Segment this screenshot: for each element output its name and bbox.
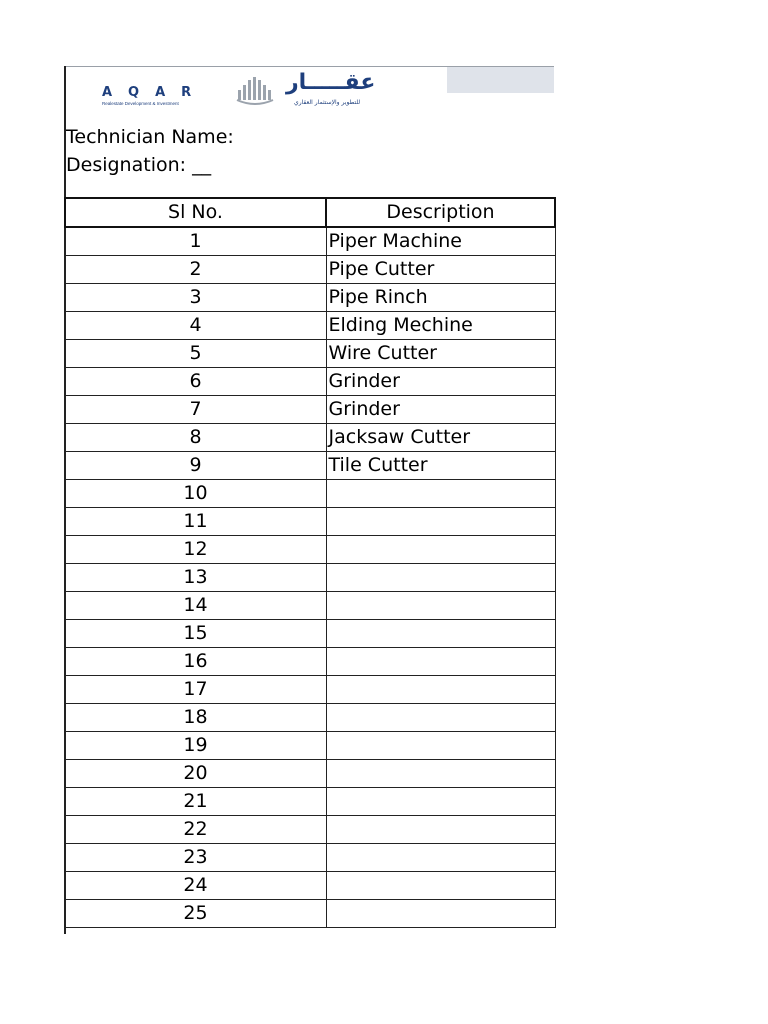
row-number: 25 — [65, 900, 326, 928]
row-number: 3 — [65, 284, 326, 312]
row-description[interactable] — [326, 676, 555, 704]
row-number: 11 — [65, 508, 326, 536]
row-number: 18 — [65, 704, 326, 732]
row-number: 5 — [65, 340, 326, 368]
table-row — [65, 620, 555, 648]
row-description[interactable]: Piper Machine — [326, 227, 555, 256]
table-row — [65, 480, 555, 508]
designation-label: Designation: __ — [66, 154, 212, 176]
row-description[interactable]: Wire Cutter — [326, 340, 555, 368]
tools-table — [64, 197, 556, 928]
row-number: 23 — [65, 844, 326, 872]
table-row — [65, 900, 555, 928]
row-description[interactable] — [326, 872, 555, 900]
row-number: 2 — [65, 256, 326, 284]
header-description: Description — [326, 198, 555, 227]
table-row — [65, 732, 555, 760]
row-number: 7 — [65, 396, 326, 424]
table-row — [65, 284, 555, 312]
row-number: 17 — [65, 676, 326, 704]
table-row — [65, 536, 555, 564]
row-description[interactable]: Pipe Rinch — [326, 284, 555, 312]
row-description[interactable]: Tile Cutter — [326, 452, 555, 480]
row-description[interactable] — [326, 704, 555, 732]
table-row — [65, 508, 555, 536]
table-row — [65, 396, 555, 424]
row-number: 21 — [65, 788, 326, 816]
company-logo — [72, 68, 444, 116]
row-description[interactable] — [326, 788, 555, 816]
row-number: 1 — [65, 227, 326, 256]
table-row — [65, 424, 555, 452]
table-row — [65, 648, 555, 676]
row-description[interactable] — [326, 480, 555, 508]
table-row — [65, 676, 555, 704]
row-description[interactable]: Jacksaw Cutter — [326, 424, 555, 452]
logo-tagline: Realestate Development & Investment — [102, 101, 179, 106]
technician-name-label: Technician Name: — [66, 126, 234, 148]
row-description[interactable]: Grinder — [326, 368, 555, 396]
row-description[interactable] — [326, 536, 555, 564]
row-description[interactable] — [326, 648, 555, 676]
table-header-row — [65, 198, 555, 227]
table-row — [65, 788, 555, 816]
row-number: 10 — [65, 480, 326, 508]
row-number: 22 — [65, 816, 326, 844]
row-description[interactable]: Pipe Cutter — [326, 256, 555, 284]
logo-latin-text: AQAR — [102, 85, 208, 100]
table-row — [65, 592, 555, 620]
table-row — [65, 256, 555, 284]
row-number: 14 — [65, 592, 326, 620]
row-number: 12 — [65, 536, 326, 564]
logo-arabic-subtitle: للتطوير والإستثمار العقاري — [294, 99, 361, 106]
row-description[interactable] — [326, 900, 555, 928]
table-row — [65, 340, 555, 368]
row-description[interactable] — [326, 620, 555, 648]
row-number: 15 — [65, 620, 326, 648]
row-description[interactable] — [326, 732, 555, 760]
row-description[interactable]: Grinder — [326, 396, 555, 424]
table-row — [65, 312, 555, 340]
table-row — [65, 816, 555, 844]
row-number: 20 — [65, 760, 326, 788]
row-number: 6 — [65, 368, 326, 396]
row-number: 13 — [65, 564, 326, 592]
row-number: 8 — [65, 424, 326, 452]
building-icon — [236, 76, 276, 106]
row-description[interactable] — [326, 844, 555, 872]
table-row — [65, 704, 555, 732]
table-row — [65, 760, 555, 788]
logo-arabic-text: عقـــــار — [286, 70, 376, 95]
table-row — [65, 227, 555, 256]
table-row — [65, 368, 555, 396]
row-number: 24 — [65, 872, 326, 900]
row-description[interactable] — [326, 816, 555, 844]
row-description[interactable]: Elding Mechine — [326, 312, 555, 340]
header-shaded-cell — [447, 67, 554, 93]
header-sl-no: Sl No. — [65, 198, 326, 227]
row-number: 16 — [65, 648, 326, 676]
table-row — [65, 872, 555, 900]
row-description[interactable] — [326, 760, 555, 788]
row-description[interactable] — [326, 564, 555, 592]
row-number: 19 — [65, 732, 326, 760]
row-number: 4 — [65, 312, 326, 340]
row-number: 9 — [65, 452, 326, 480]
row-description[interactable] — [326, 508, 555, 536]
table-row — [65, 452, 555, 480]
row-description[interactable] — [326, 592, 555, 620]
table-row — [65, 564, 555, 592]
table-row — [65, 844, 555, 872]
